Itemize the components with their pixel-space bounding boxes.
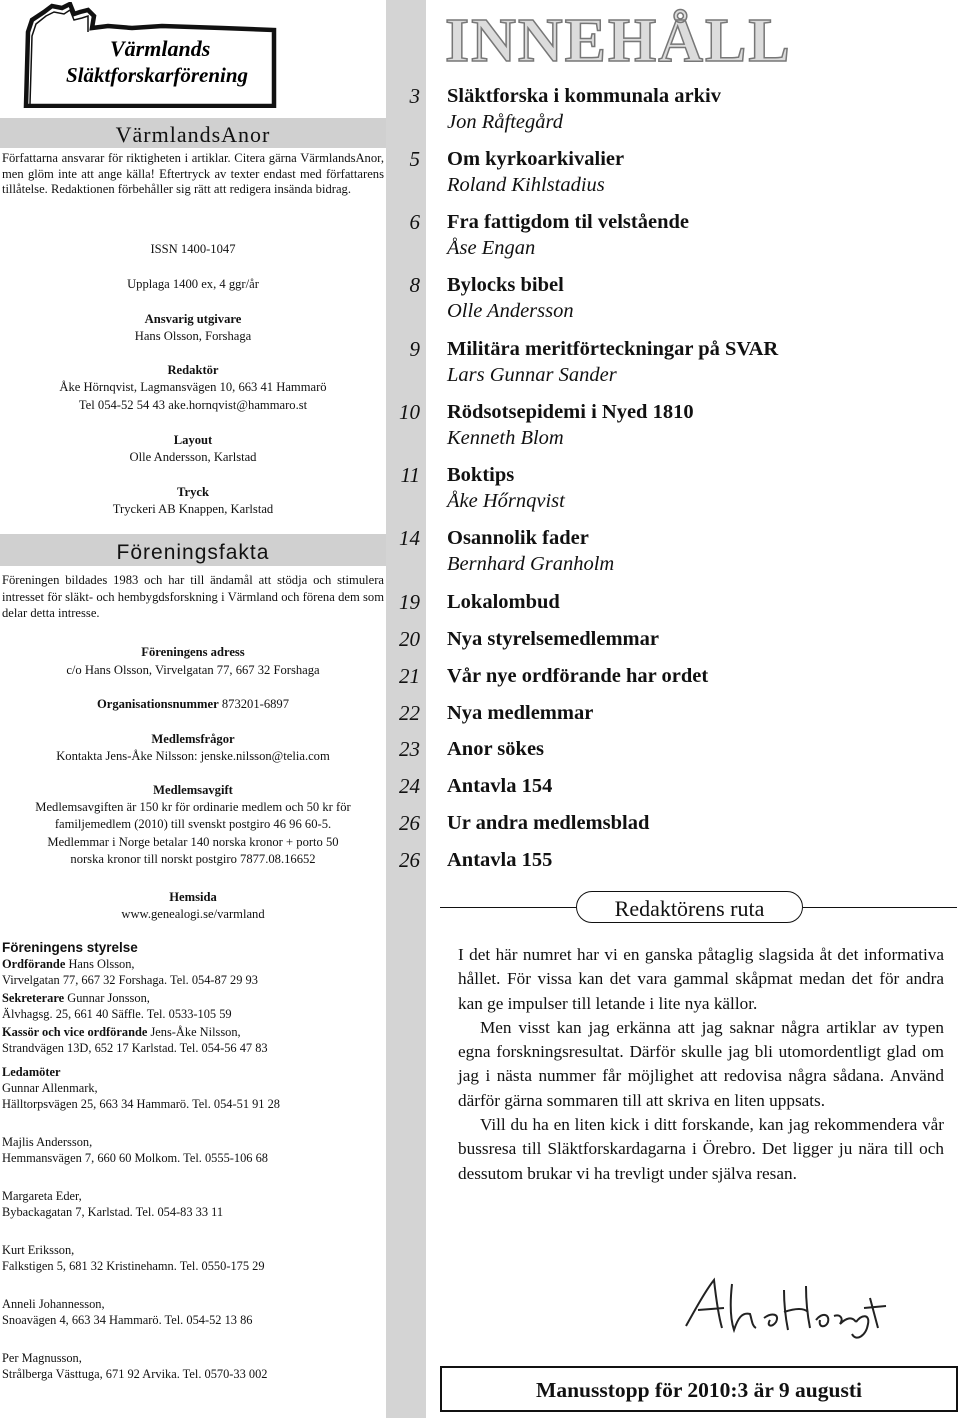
- toc-item-title[interactable]: Militära meritförteckningar på SVAR: [447, 338, 779, 360]
- toc-page-number: 9: [409, 337, 420, 361]
- disclaimer-text: Författarna ansvarar för riktigheten i artiklar. Citera gärna VärmlandsAnor, men glöm inte att ange källa! Eftertryck av texter endast med författarens tillåtelse. Redaktionen förbehåller sig rätt att redigera insända bidrag.: [2, 151, 384, 196]
- styrelse: [2, 940, 386, 1382]
- toc-item-title[interactable]: Osannolik fader: [447, 527, 589, 549]
- toc-heading: INNEHÅLL: [445, 7, 792, 75]
- toc-page-number: 19: [399, 590, 420, 614]
- toc-page-number: 5: [409, 147, 420, 171]
- toc-item-author: Jon Råftegård: [447, 111, 563, 133]
- toc-item-title[interactable]: Boktips: [447, 464, 515, 486]
- adress-label: Föreningens adress: [141, 645, 245, 659]
- toc-item-author: Åke Hőrnqvist: [447, 490, 565, 512]
- styrelse-entry: Sekreterare Gunnar Jonsson, Älvhagsg. 25, 661 40 Säffle. Tel. 0533-105 59: [2, 991, 232, 1021]
- toc-item-title[interactable]: Antavla 154: [447, 775, 553, 797]
- hemsida-link[interactable]: www.genealogi.se/varmland: [121, 907, 265, 921]
- toc-item-title[interactable]: Rödsotsepidemi i Nyed 1810: [447, 401, 694, 423]
- avgift-line1: Medlemsavgiften är 150 kr för ordinarie medlem och 50 kr för: [35, 800, 351, 814]
- toc-item-author: Åse Engan: [447, 237, 536, 259]
- toc-item-title[interactable]: Nya medlemmar: [447, 702, 594, 724]
- toc-page-number: 22: [399, 701, 420, 725]
- styrelse-entry: Ordförande Hans Olsson, Virvelgatan 77, 667 32 Forshaga. Tel. 054-87 29 93: [2, 957, 258, 987]
- ledamoter-label: Ledamöter: [2, 1065, 61, 1079]
- styrelse-title: Föreningens styrelse: [2, 940, 138, 955]
- orgnr-line: [0, 696, 386, 713]
- svg-text:Värmlands: Värmlands: [110, 36, 211, 61]
- upplaga: Upplaga 1400 ex, 4 ggr/år: [127, 277, 259, 291]
- ruta-paragraph: Men visst kan jag erkänna att jag saknar några artiklar av typen egna forskningsresultat. Därför skulle jag bli utomordentligt glad om jag i nästa nummer får möjlighet att redovisa några sådana. Använd därför gärna sommaren till att skriva en liten uppsats.: [458, 1017, 944, 1110]
- toc-item-title[interactable]: Bylocks bibel: [447, 274, 564, 296]
- styrelse-entry: Anneli Johannesson, Snoavägen 4, 663 34 Hammarö. Tel. 054-52 13 86: [2, 1297, 253, 1327]
- toc-page-number: 11: [400, 463, 420, 487]
- toc-item-author: Bernhard Granholm: [447, 553, 615, 575]
- avgift-label: Medlemsavgift: [153, 783, 233, 797]
- toc-page-number: 3: [409, 84, 420, 108]
- toc-item-author: Olle Andersson: [447, 300, 574, 322]
- varmland-logo: [22, 2, 277, 108]
- toc-page-number: 10: [399, 400, 420, 424]
- toc-page-number: 14: [399, 526, 420, 550]
- toc-page-number: 20: [399, 627, 420, 651]
- redaktorens-ruta-title: Redaktörens ruta: [576, 891, 803, 923]
- redaktorens-ruta-text: [458, 943, 944, 1186]
- orgnr-label: Organisationsnummer: [96, 697, 219, 711]
- toc-item-title[interactable]: Antavla 155: [447, 849, 553, 871]
- medlemsfragor: Kontakta Jens-Åke Nilsson: jenske.nilsson@telia.com: [56, 749, 330, 763]
- masthead-title: VärmlandsAnor: [0, 118, 386, 148]
- toc-item-title[interactable]: Nya styrelsemedlemmar: [447, 628, 659, 650]
- utgivare: Hans Olsson, Forshaga: [134, 329, 252, 343]
- avgift-line4: norska kronor till norskt postgiro 7877.08.16652: [70, 852, 316, 866]
- layout: Olle Andersson, Karlstad: [129, 450, 257, 464]
- ruta-rule-right: [803, 907, 957, 908]
- toc-item-author: Roland Kihlstadius: [447, 174, 605, 196]
- redaktor-address: Åke Hörnqvist, Lagmansvägen 10, 663 41 Hammarö: [59, 380, 327, 394]
- ruta-paragraph: I det här numret har vi en ganska påtaglig slagsida åt det informativa hållet. För vissa kan det vara gammal skåpmat medan det för andra kan ge impulser till letande i lite nya källor.: [458, 945, 944, 1013]
- redaktor-label: Redaktör: [167, 363, 219, 377]
- toc-item-author: Kenneth Blom: [447, 427, 564, 449]
- redaktor-contact: Tel 054-52 54 43 ake.hornqvist@hammaro.st: [78, 398, 308, 412]
- manusstopp-box: Manusstopp för 2010:3 är 9 augusti: [440, 1366, 958, 1412]
- toc-page-number: 21: [399, 664, 420, 688]
- toc-item-title[interactable]: Anor sökes: [447, 738, 545, 760]
- orgnr: 873201-6897: [221, 697, 290, 711]
- toc-page-number: 6: [409, 210, 420, 234]
- toc-item-title[interactable]: Ur andra medlemsblad: [447, 812, 650, 834]
- tryck-label: Tryck: [177, 485, 209, 499]
- ruta-paragraph: Vill du ha en liten kick i ditt forskande, kan jag rekommendera vår bussresa till Släktforskardagarna i Örebro. Det ligger ju nära till och dessutom brukar vi ha trevligt under själva resan.: [458, 1115, 944, 1183]
- issn: ISSN 1400-1047: [150, 242, 236, 256]
- toc-page-number: 24: [399, 774, 420, 798]
- toc-page-number: 8: [409, 273, 420, 297]
- svg-text:Släktforskarförening: Släktforskarförening: [66, 63, 249, 87]
- utgivare-label: Ansvarig utgivare: [144, 312, 242, 326]
- hemsida-label: Hemsida: [169, 890, 217, 904]
- signature-image: [680, 1268, 890, 1348]
- adress: c/o Hans Olsson, Virvelgatan 77, 667 32 Forshaga: [66, 663, 320, 677]
- toc-page-number: 26: [399, 848, 420, 872]
- foreningsfakta-title: Föreningsfakta: [0, 534, 386, 566]
- foreningsfakta-intro: Föreningen bildades 1983 och har till ändamål att stödja och stimulera intresset för släkt- och hembygdsforskning i Värmland och förena dem som delar detta intresse.: [2, 573, 384, 620]
- toc-page-number: 26: [399, 811, 420, 835]
- avgift-line3: Medlemmar i Norge betalar 140 norska kronor + porto 50: [47, 835, 339, 849]
- styrelse-entry: Margareta Eder, Bybackagatan 7, Karlstad. Tel. 054-83 33 11: [2, 1189, 224, 1219]
- medlemsfragor-label: Medlemsfrågor: [151, 732, 235, 746]
- toc-item-title[interactable]: Fra fattigdom til velstående: [447, 211, 689, 233]
- toc-page-number: 23: [399, 737, 420, 761]
- tryck: Tryckeri AB Knappen, Karlstad: [112, 502, 274, 516]
- ruta-rule-left: [440, 907, 576, 908]
- toc-item-author: Lars Gunnar Sander: [447, 364, 617, 386]
- styrelse-entry: Majlis Andersson, Hemmansvägen 7, 660 60 Molkom. Tel. 0555-106 68: [2, 1135, 268, 1165]
- toc-item-title[interactable]: Om kyrkoarkivalier: [447, 148, 625, 170]
- toc-item-title[interactable]: Vår nye ordförande har ordet: [447, 665, 709, 687]
- styrelse-entry: Kassör och vice ordförande Jens-Åke Nilsson, Strandvägen 13D, 652 17 Karlstad. Tel. 054-56 47 83: [2, 1025, 268, 1055]
- styrelse-entry: Gunnar Allenmark, Hälltorpsvägen 25, 663 34 Hammarö. Tel. 054-51 91 28: [2, 1081, 280, 1111]
- toc-item-title[interactable]: Lokalombud: [447, 591, 560, 613]
- styrelse-entry: Per Magnusson, Strålberga Västtuga, 671 92 Arvika. Tel. 0570-33 002: [2, 1351, 268, 1381]
- toc-item-title[interactable]: Släktforska i kommunala arkiv: [447, 85, 721, 107]
- layout-label: Layout: [173, 433, 213, 447]
- avgift-line2: familjemedlem (2010) till svenskt postgiro 46 96 60-5.: [54, 817, 332, 831]
- styrelse-entry: Kurt Eriksson, Falkstigen 5, 681 32 Kristinehamn. Tel. 0550-175 29: [2, 1243, 265, 1273]
